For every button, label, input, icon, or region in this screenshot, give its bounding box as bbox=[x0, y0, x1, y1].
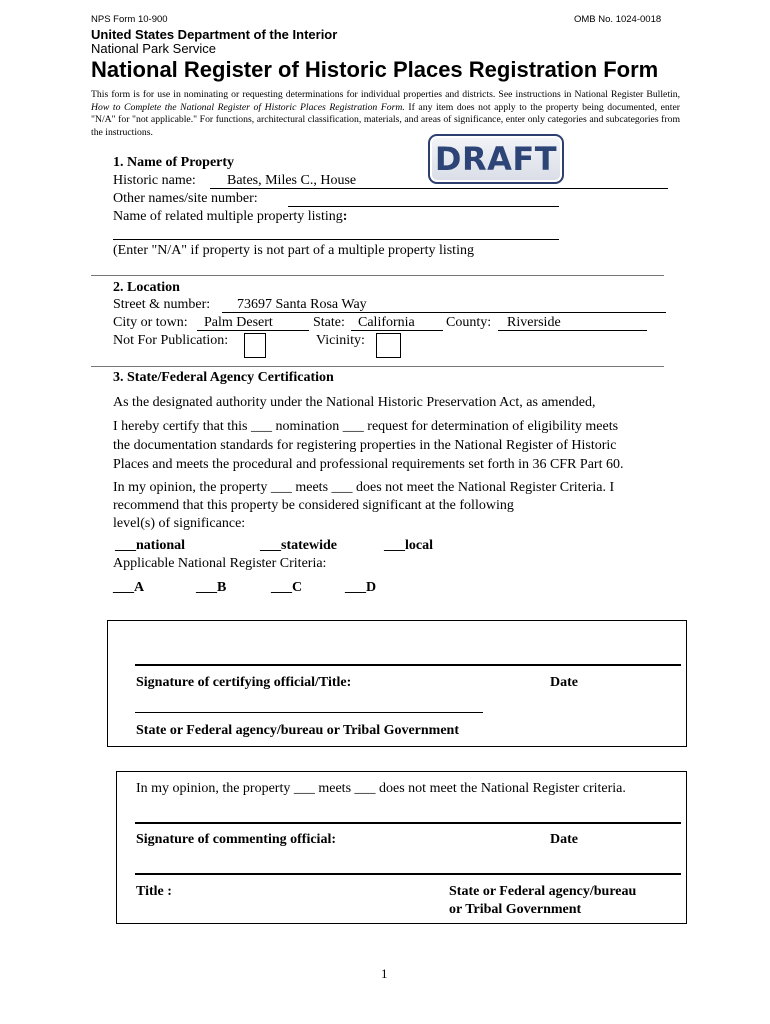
service-name: National Park Service bbox=[91, 41, 216, 56]
state-label: State: bbox=[313, 315, 345, 330]
vicinity-checkbox[interactable] bbox=[376, 333, 401, 358]
section-2-heading: 2. Location bbox=[113, 280, 180, 295]
level-statewide[interactable]: ___statewide bbox=[260, 538, 337, 553]
city-label: City or town: bbox=[113, 315, 188, 330]
section-3-heading: 3. State/Federal Agency Certification bbox=[113, 370, 334, 385]
commenting-signature-line[interactable] bbox=[135, 822, 681, 824]
page-number: 1 bbox=[381, 966, 388, 981]
street-line bbox=[222, 312, 666, 313]
historic-name-label: Historic name: bbox=[113, 173, 196, 188]
section-1-heading: 1. Name of Property bbox=[113, 155, 235, 170]
historic-name-line bbox=[210, 188, 668, 189]
commenting-signature-label: Signature of commenting official: bbox=[136, 832, 336, 847]
certifying-agency-line[interactable] bbox=[135, 712, 483, 713]
authority-text: As the designated authority under the National Historic Preservation Act, as amended, bbox=[113, 395, 596, 410]
commenting-agency-label-1: State or Federal agency/bureau bbox=[449, 884, 637, 899]
na-note: (Enter "N/A" if property is not part of a multiple property listing bbox=[113, 243, 474, 258]
commenting-opinion-text: In my opinion, the property ___ meets ___ does not meet the National Register criteria. bbox=[136, 781, 626, 796]
criteria-b[interactable]: ___B bbox=[196, 580, 227, 595]
street-value[interactable]: 73697 Santa Rosa Way bbox=[237, 297, 367, 312]
commenting-date-label: Date bbox=[550, 832, 578, 847]
commenting-title-line[interactable] bbox=[135, 873, 681, 875]
certifying-signature-line[interactable] bbox=[135, 664, 681, 666]
certifying-date-label: Date bbox=[550, 675, 578, 690]
certify-line-1: I hereby certify that this ___ nomination ___ request for determination of eligibility meets bbox=[113, 419, 619, 434]
not-for-publication-checkbox[interactable] bbox=[244, 333, 266, 358]
commenting-title-label: Title : bbox=[136, 884, 172, 899]
certifying-signature-label: Signature of certifying official/Title: bbox=[136, 675, 352, 690]
criteria-d[interactable]: ___D bbox=[345, 580, 377, 595]
page-title: National Register of Historic Places Registration Form bbox=[91, 57, 659, 82]
opinion-line-3: level(s) of significance: bbox=[113, 516, 246, 531]
criteria-label: Applicable National Register Criteria: bbox=[113, 556, 327, 571]
street-label: Street & number: bbox=[113, 297, 211, 312]
opinion-line-1: In my opinion, the property ___ meets ___ does not meet the National Register Criteria. I bbox=[113, 480, 615, 495]
intro-paragraph: This form is for use in nominating or requesting determinations for individual properties and districts. See instructions in National Register Bulletin, How to Complete the National Register of Historic Places Registration Form. If any item does not apply to the property being documented, enter "N/A" for "not applicable." For functions, architectural classification, materials, and areas of significance, enter only categories and subcategories from the instructions. bbox=[91, 89, 680, 138]
city-value[interactable]: Palm Desert bbox=[204, 315, 273, 330]
section-divider bbox=[91, 366, 664, 367]
section-divider bbox=[91, 275, 664, 276]
criteria-c[interactable]: ___C bbox=[271, 580, 303, 595]
criteria-a[interactable]: ___A bbox=[113, 580, 145, 595]
other-names-line[interactable] bbox=[288, 206, 559, 207]
city-line bbox=[197, 330, 309, 331]
county-line bbox=[498, 330, 647, 331]
commenting-agency-label-2: or Tribal Government bbox=[449, 902, 582, 917]
level-national[interactable]: ___national bbox=[115, 538, 186, 553]
form-number: NPS Form 10-900 bbox=[91, 14, 168, 25]
certify-line-2: the documentation standards for registering properties in the National Register of Historic bbox=[113, 438, 617, 453]
historic-name-value[interactable]: Bates, Miles C., House bbox=[227, 173, 357, 188]
related-listing-line[interactable] bbox=[113, 239, 559, 240]
other-names-label: Other names/site number: bbox=[113, 191, 258, 206]
related-listing-label: Name of related multiple property listing: bbox=[113, 209, 348, 224]
state-line bbox=[351, 330, 443, 331]
vicinity-label: Vicinity: bbox=[316, 333, 365, 348]
county-value[interactable]: Riverside bbox=[507, 315, 561, 330]
certifying-agency-label: State or Federal agency/bureau or Tribal Government bbox=[136, 723, 460, 738]
certify-line-3: Places and meets the procedural and professional requirements set forth in 36 CFR Part 60. bbox=[113, 457, 624, 472]
opinion-line-2: recommend that this property be considered significant at the following bbox=[113, 498, 514, 513]
omb-number: OMB No. 1024-0018 bbox=[574, 14, 662, 25]
draft-stamp: DRAFT bbox=[428, 134, 564, 184]
department-name: United States Department of the Interior bbox=[91, 27, 338, 42]
level-local[interactable]: ___local bbox=[384, 538, 433, 553]
county-label: County: bbox=[446, 315, 492, 330]
state-value[interactable]: California bbox=[358, 315, 415, 330]
not-for-publication-label: Not For Publication: bbox=[113, 333, 229, 348]
